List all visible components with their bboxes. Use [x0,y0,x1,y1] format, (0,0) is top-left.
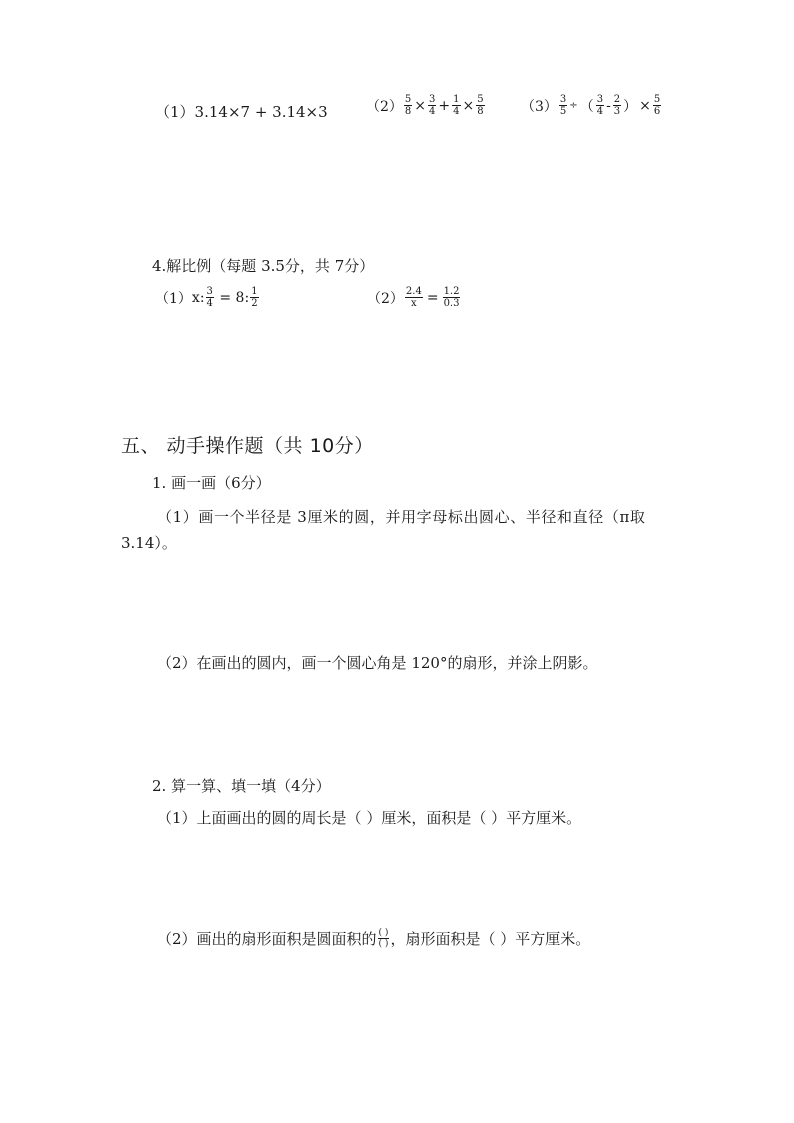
question-1-sub-1: （1）画一个半径是 3厘米的圆，并用字母标出圆心、半径和直径（π取 [157,508,646,526]
expression: 3.14×7 + 3.14×3 [194,103,328,121]
fraction: $\frac{3}{4}$ [206,286,213,309]
operator: × [414,97,427,114]
fraction: $\frac{1}{4}$ [453,94,460,117]
fraction: $\frac{5}{6}$ [653,94,661,117]
fraction: $\frac{3}{5}$ [559,94,567,117]
question-text: ，扇形面积是（ ）平方厘米。 [390,930,591,948]
paren: ） [623,98,638,115]
equals-sign: = [426,289,439,306]
question-1-title: 1. 画一画（6分） [152,474,271,492]
operator: × [639,97,651,114]
problem-label: （3） [521,98,558,115]
question-1-sub-2: （2）在画出的圆内，画一个圆心角是 120°的扇形，并涂上阴影。 [157,654,598,672]
paren: （ [579,98,594,115]
operator: + [438,97,451,114]
problem-label: （1） [155,103,195,121]
question-2-sub-2 [157,928,590,949]
question-2-title: 2. 算一算、填一填（4分） [152,777,331,795]
problem-label: （2） [366,98,403,115]
fraction: $\frac{5}{8}$ [477,94,484,117]
problem-label: （2） [367,290,404,307]
operator: × [462,97,475,114]
fraction: $\frac{2}{3}$ [613,94,621,117]
fraction: $\frac{5}{8}$ [404,94,412,117]
fraction: $\frac{2.4}{x}$ [405,286,422,309]
problem-label: （1） [155,290,192,307]
calc-problem-3 [521,94,662,117]
fraction: $\frac{3}{4}$ [429,94,436,117]
variable: x: [191,289,205,306]
section-heading: 五、 动手操作题（共 10分） [121,435,374,457]
question-1-sub-1-cont: 3.14）。 [121,534,177,552]
proportion-title: 4.解比例（每题 3.5分，共 7分） [152,257,375,275]
equation-rhs: = 8: [214,289,250,306]
fraction: $\frac{3}{4}$ [596,94,604,117]
calc-problem-2 [366,94,486,117]
proportion-problem-2 [367,286,461,309]
fraction: $\frac{1.2}{0.3}$ [443,286,460,309]
operator: - [606,97,611,114]
question-2-sub-1: （1）上面画出的圆的周长是（ ）厘米，面积是（ ）平方厘米。 [157,809,582,827]
question-text: （2）画出的扇形面积是圆面积的 [157,930,377,948]
proportion-problem-1 [155,286,260,309]
calc-problem-1 [155,101,328,122]
fraction: $\frac{1}{2}$ [251,286,258,309]
operator: ÷ [569,100,578,111]
fraction-blank: $\frac{( )}{( )}$ [378,928,389,949]
